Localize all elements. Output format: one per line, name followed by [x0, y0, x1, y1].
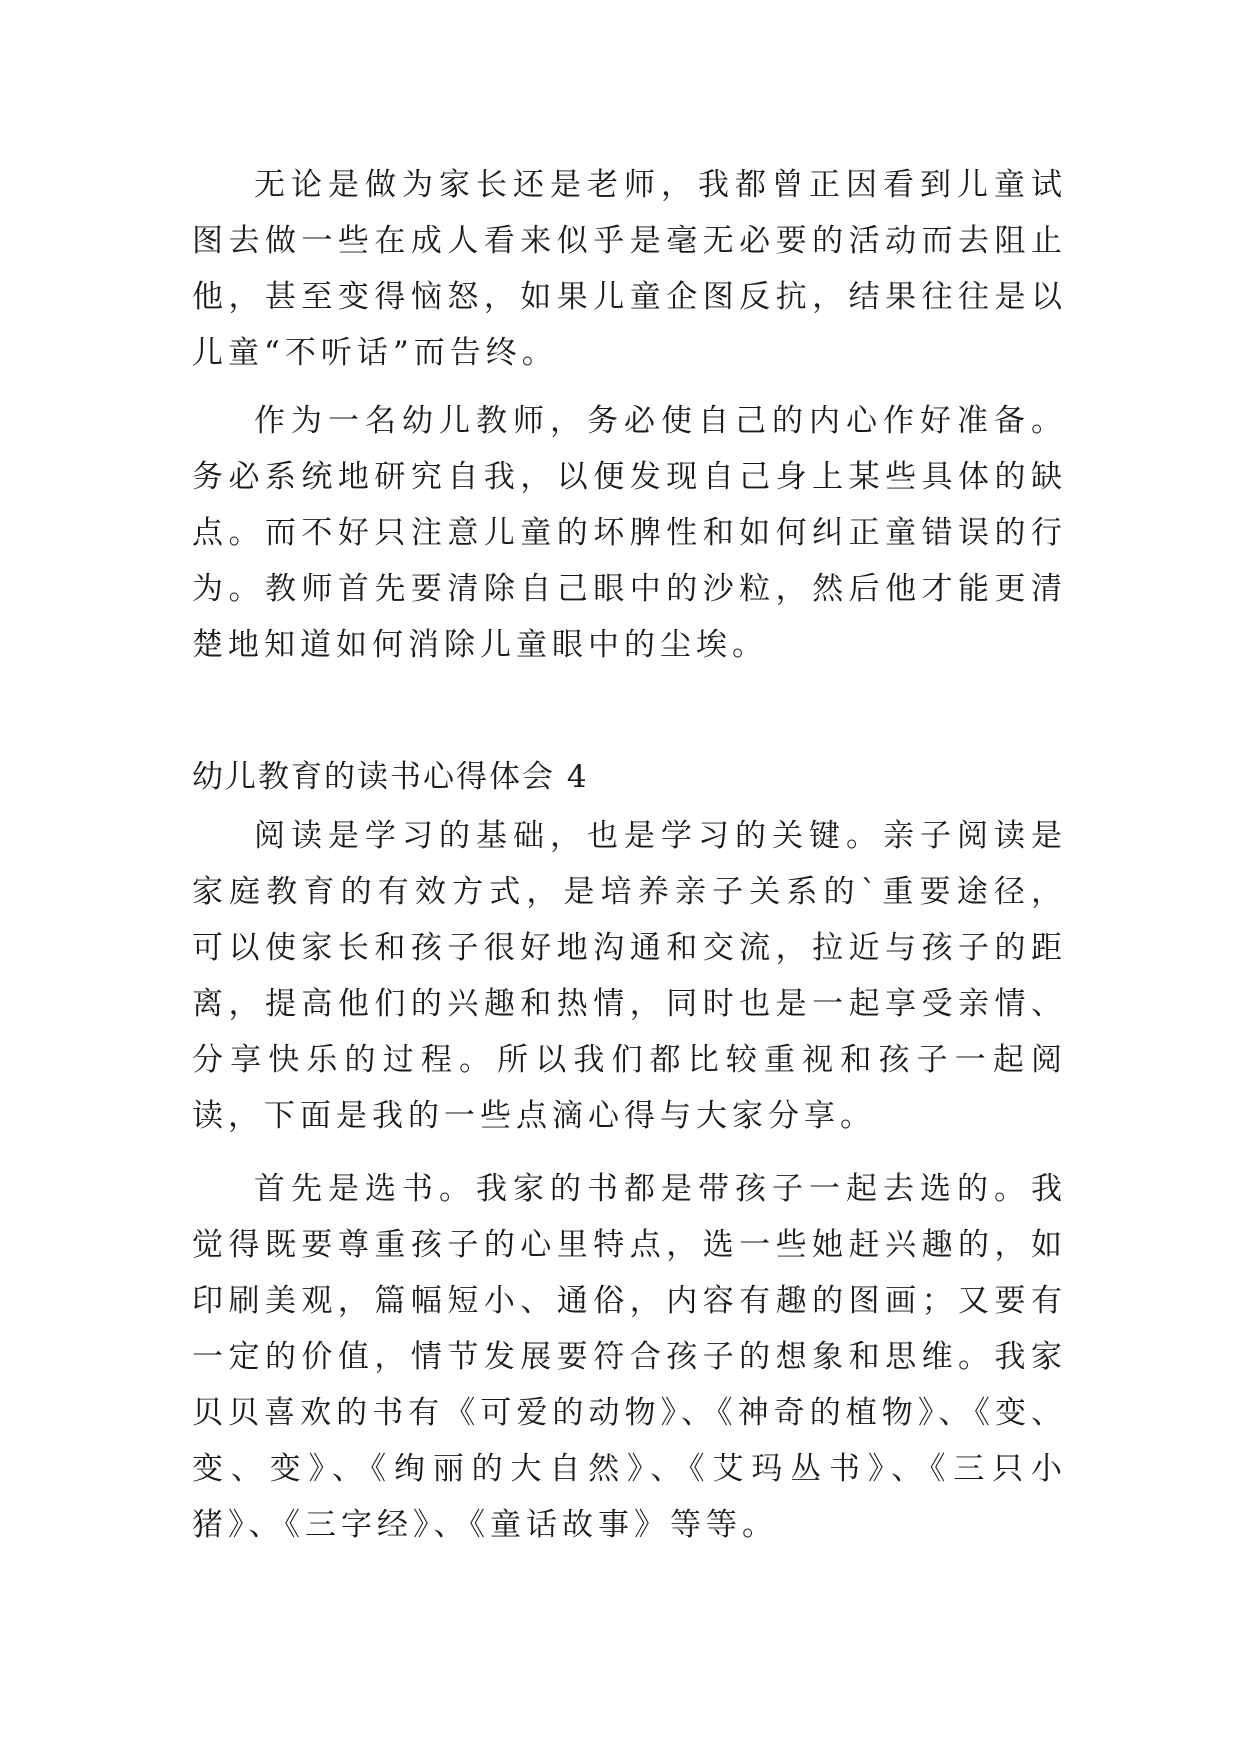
paragraph-teacher-preparation — [192, 393, 1067, 673]
paragraph-text: 阅读是学习的基础，也是学习的关键。亲子阅读是家庭教育的有效方式，是培养亲子关系的`重要途径，可以使家长和孩子很好地沟通和交流，拉近与孩子的距离，提高他们的兴趣和热情，同时也是一起享受亲情、分享快乐的过程。所以我们都比较重视和孩子一起阅读，下面是我的一些点滴心得与大家分享。 — [192, 818, 1067, 1134]
paragraph-reading-importance — [192, 808, 1067, 1144]
section-heading — [192, 749, 1067, 805]
paragraph-parent-teacher-obstruction — [192, 157, 1067, 381]
paragraph-text: 无论是做为家长还是老师，我都曾正因看到儿童试图去做一些在成人看来似乎是毫无必要的活动而去阻止他，甚至变得恼怒，如果儿童企图反抗，结果往往是以儿童“不听话”而告终。 — [192, 167, 1067, 371]
paragraph-text: 首先是选书。我家的书都是带孩子一起去选的。我觉得既要尊重孩子的心里特点，选一些她赶兴趣的，如印刷美观，篇幅短小、通俗，内容有趣的图画；又要有一定的价值，情节发展要符合孩子的想象和思维。我家贝贝喜欢的书有《可爱的动物》、《神奇的植物》、《变、变、变》、《绚丽的大自然》、《艾玛丛书》、《三只小猪》、《三字经》、《童话故事》等等。 — [192, 1171, 1067, 1543]
paragraph-choosing-books — [192, 1161, 1067, 1553]
section-heading-text: 幼儿教育的读书心得体会 4 — [192, 759, 589, 795]
paragraph-text: 作为一名幼儿教师，务必使自己的内心作好准备。务必系统地研究自我，以便发现自己身上某些具体的缺点。而不好只注意儿童的坏脾性和如何纠正童错误的行为。教师首先要清除自己眼中的沙粒，然后他才能更清楚地知道如何消除儿童眼中的尘埃。 — [192, 403, 1067, 663]
